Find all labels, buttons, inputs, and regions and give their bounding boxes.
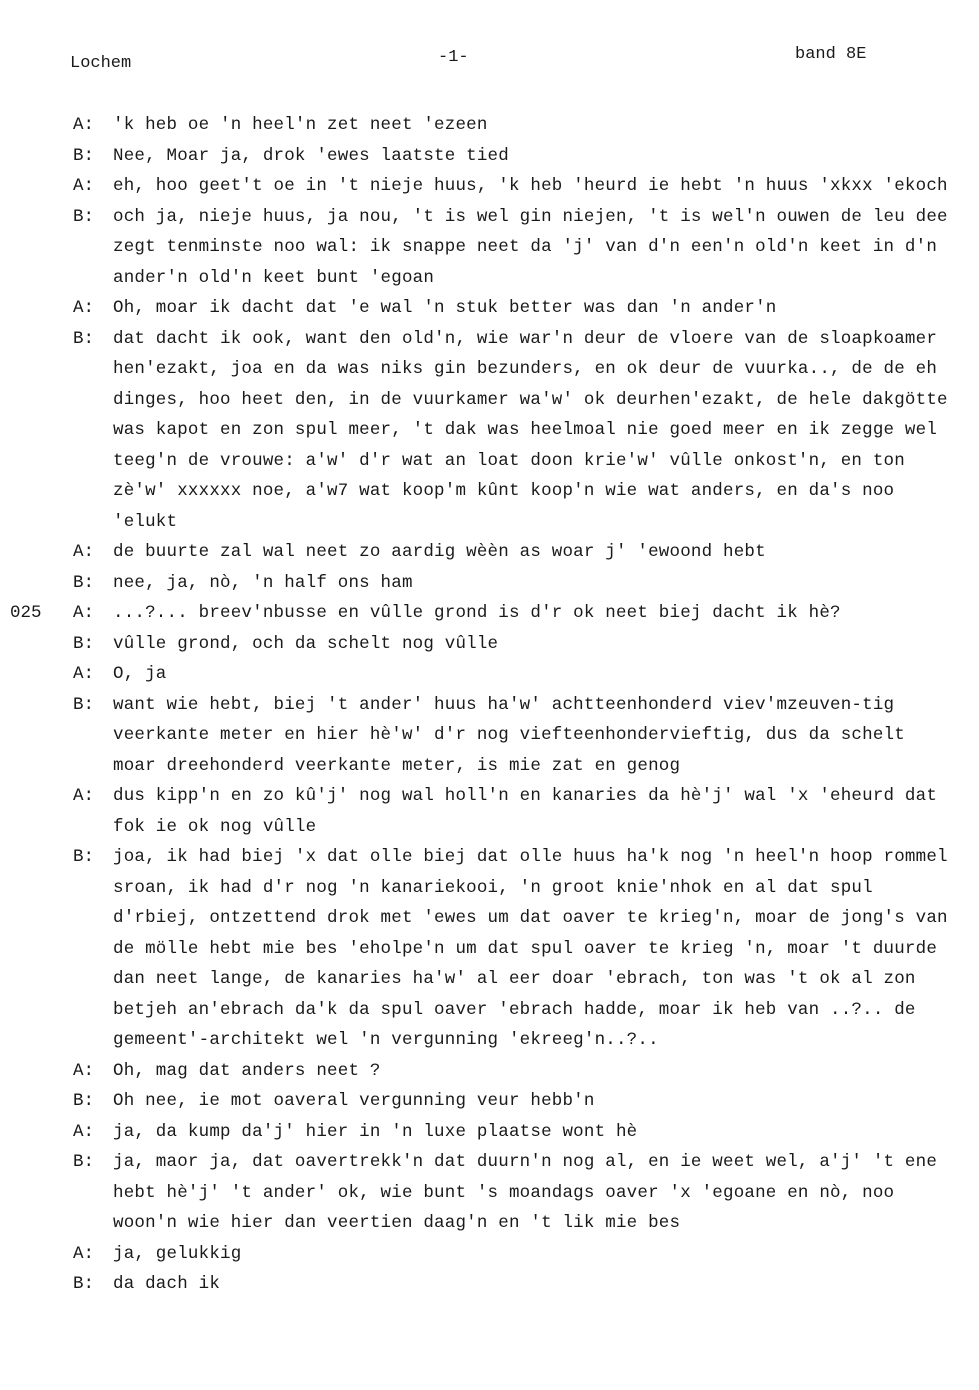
speaker-label: A: xyxy=(73,176,95,196)
utterance-text: eh, hoo geet't oe in 't nieje huus, 'k heb 'heurd ie hebt 'n huus 'xkxx 'ekoch xyxy=(113,176,948,196)
speaker-label: B: xyxy=(73,1274,95,1294)
utterance-text: 'k heb oe 'n heel'n zet neet 'ezeen xyxy=(113,115,488,135)
speaker-label: B: xyxy=(73,1152,95,1172)
utterance-text: Oh, mag dat anders neet ? xyxy=(113,1060,381,1081)
dialogue-turn xyxy=(0,537,979,568)
utterance-text: och ja, nieje huus, ja nou, 't is wel gin niejen, 't is wel'n ouwen de leu dee zegt tenminste noo wal: ik snappe neet da 'j' van d'n een'n old'n keet in d'n ander'n old'n keet bunt 'egoan xyxy=(113,206,948,288)
speaker-label: B: xyxy=(73,1091,95,1111)
utterance-text: nee, ja, nò, 'n half ons ham xyxy=(113,572,413,593)
location-label: Lochem xyxy=(70,54,132,73)
dialogue-turn xyxy=(0,568,979,599)
dialogue-turn xyxy=(0,324,979,538)
speaker-label: A: xyxy=(73,603,95,623)
utterance-text: dat dacht ik ook, want den old'n, wie war'n deur de vloere van de sloapkoamer hen'ezakt, joa en da was niks gin bezunders, en ok deur de vuurka.., de de eh dinges, hoo heet den, in de vuurkamer wa'w' ok deurhen'ezakt, de hele dakgötte was kapot en zon spul meer, 't dak was heelmoal nie goed meer en ik zegge wel teeg'n de vrouwe: a'w' d'r wat an loat doon krie'w' vûlle onkost'n, en ton zè'w' xxxxxx noe, a'w7 wat koop'm kûnt koop'n wie wat anders, en da's noo 'elukt xyxy=(113,328,948,532)
dialogue-turn xyxy=(0,1117,979,1148)
band-label: band 8E xyxy=(795,45,867,64)
utterance-text: vûlle grond, och da schelt nog vûlle xyxy=(113,633,499,654)
dialogue-turn xyxy=(0,1147,979,1239)
speaker-label: B: xyxy=(73,328,95,349)
speaker-label: B: xyxy=(73,206,95,227)
utterance-text: de buurte zal wal neet zo aardig wèèn as woar j' 'ewoond hebt xyxy=(113,542,766,562)
dialogue-turn xyxy=(0,141,979,172)
utterance-text: ja, da kump da'j' hier in 'n luxe plaatse wont hè xyxy=(113,1121,638,1142)
dialogue-turn xyxy=(0,659,979,690)
utterance-text: Nee, Moar ja, drok 'ewes laatste tied xyxy=(113,145,509,166)
speaker-label: B: xyxy=(73,847,95,867)
speaker-label: A: xyxy=(73,1243,95,1264)
dialogue-turn xyxy=(0,1086,979,1117)
utterance-text: O, ja xyxy=(113,664,167,684)
speaker-label: A: xyxy=(73,542,95,562)
dialogue-turn xyxy=(0,1056,979,1087)
dialogue-transcript xyxy=(0,110,979,1300)
speaker-label: A: xyxy=(73,298,95,318)
speaker-label: A: xyxy=(73,786,95,806)
dialogue-turn xyxy=(0,202,979,294)
utterance-text: Oh nee, ie mot oaveral vergunning veur hebb'n xyxy=(113,1091,595,1111)
speaker-label: A: xyxy=(73,1060,95,1081)
dialogue-turn xyxy=(0,629,979,660)
dialogue-turn xyxy=(0,171,979,202)
speaker-label: B: xyxy=(73,694,95,715)
page-number: -1- xyxy=(438,48,469,67)
utterance-text: dus kipp'n en zo kû'j' nog wal holl'n en kanaries da hè'j' wal 'x 'eheurd dat fok ie ok nog vûlle xyxy=(113,786,938,837)
dialogue-turn xyxy=(0,781,979,842)
utterance-text: ja, gelukkig xyxy=(113,1243,242,1264)
utterance-text: da dach ik xyxy=(113,1274,221,1294)
utterance-text: ja, maor ja, dat oavertrekk'n dat duurn'n nog al, en ie weet wel, a'j' 't ene hebt hè'j' 't ander' ok, wie bunt 's moandags oaver 'x 'egoane en nò, noo woon'n wie hier dan veertien daag'n en 't lik mie bes xyxy=(113,1152,938,1233)
speaker-label: B: xyxy=(73,633,95,654)
speaker-label: A: xyxy=(73,664,95,684)
dialogue-turn xyxy=(0,1269,979,1300)
speaker-label: B: xyxy=(73,572,95,593)
line-marker: 025 xyxy=(10,603,42,623)
utterance-text: joa, ik had biej 'x dat olle biej dat olle huus ha'k nog 'n heel'n hoop rommel sroan, ik had d'r nog 'n kanariekooi, 'n groot knie'nhok en al dat spul d'rbiej, ontzettend drok met 'ewes um dat oaver te krieg'n, moar de jong's van de mölle hebt mie bes 'eholpe'n um dat spul oaver te krieg 'n, moar 't duurde dan neet lange, de kanaries ha'w' al eer doar 'ebrach, ton was 't ok al zon betjeh an'ebrach da'k da spul oaver 'ebrach hadde, moar ik heb van ..?.. de gemeent'-architekt wel 'n vergunning 'ekreeg'n..?.. xyxy=(113,847,948,1050)
speaker-label: A: xyxy=(73,1121,95,1142)
dialogue-turn xyxy=(0,293,979,324)
speaker-label: A: xyxy=(73,115,95,135)
speaker-label: B: xyxy=(73,145,95,166)
utterance-text: ...?... breev'nbusse en vûlle grond is d'r ok neet biej dacht ik hè? xyxy=(113,603,841,623)
dialogue-turn xyxy=(0,110,979,141)
dialogue-turn xyxy=(0,598,979,629)
dialogue-turn xyxy=(0,1239,979,1270)
dialogue-turn xyxy=(0,842,979,1056)
utterance-text: Oh, moar ik dacht dat 'e wal 'n stuk better was dan 'n ander'n xyxy=(113,298,777,318)
dialogue-turn xyxy=(0,690,979,782)
utterance-text: want wie hebt, biej 't ander' huus ha'w' achtteenhonderd viev'mzeuven-tig veerkante meter en hier hè'w' d'r nog viefteenhondervieftig, dus da schelt moar dreehonderd veerkante meter, is mie zat en genog xyxy=(113,694,905,776)
